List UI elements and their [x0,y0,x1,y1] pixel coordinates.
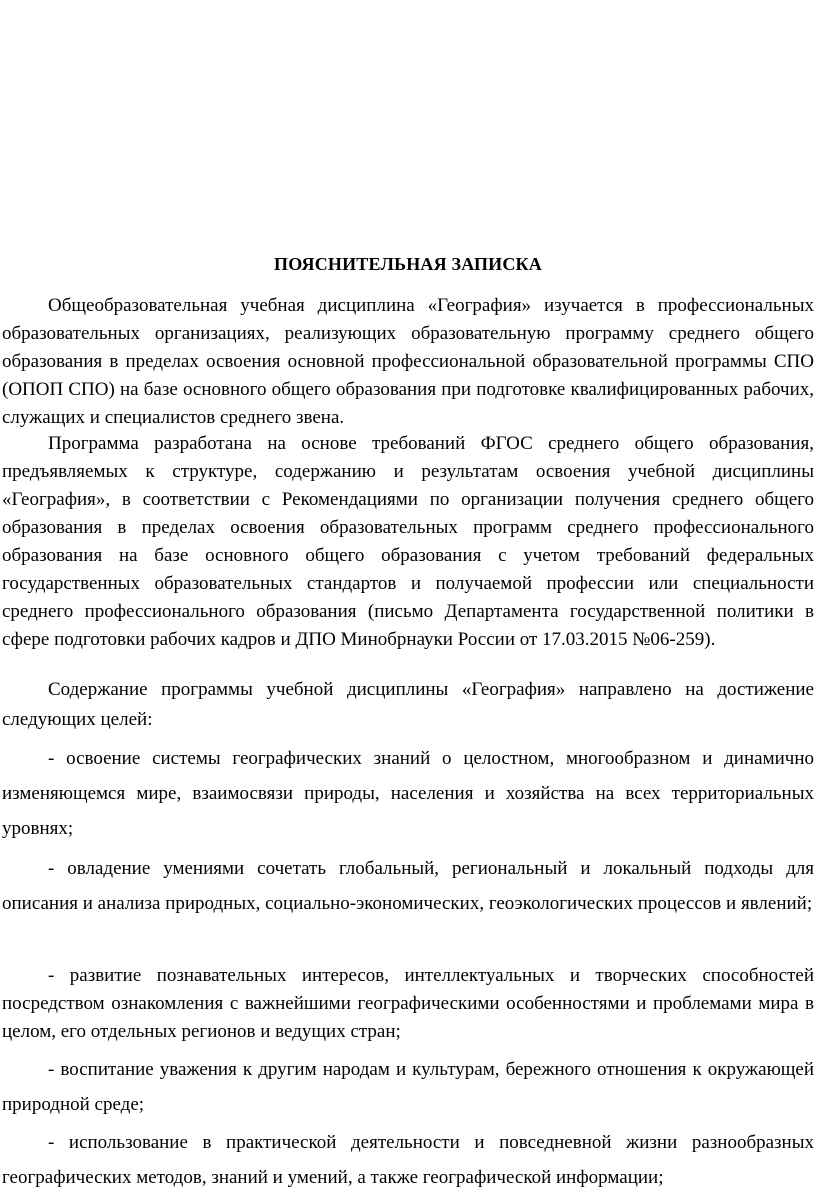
paragraph-goals-intro: Содержание программы учебной дисциплины «География» направлено на достижение следующих целей: [2,679,814,730]
goal-item-interests: - развитие познавательных интересов, интеллектуальных и творческих способностей посредством ознакомления с важнейшими географическими особенностями и проблемами мира в целом, его отдельных регионов и ведущих стран; [2,965,814,1042]
goal-item-practice: - использование в практической деятельности и повседневной жизни разнообразных географических методов, знаний и умений, а также географической информации; [2,1132,814,1188]
goal-item-respect: - воспитание уважения к другим народам и культурам, бережного отношения к окружающей природной среде; [2,1059,814,1115]
paragraph-program-basis: Программа разработана на основе требований ФГОС среднего общего образования, предъявляемых к структуре, содержанию и результатам освоения учебной дисциплины «География», в соответствии с Рекомендациями по организации получения среднего общего образования в пределах освоения образовательных программ среднего профессионального образования на базе основного общего образования с учетом требований федеральных государственных образовательных стандартов и получаемой профессии или специальности среднего профессионального образования (письмо Департамента государственной политики в сфере подготовки рабочих кадров и ДПО Минобрнауки России от 17.03.2015 №06-259). [2,433,814,650]
goal-item-skills: - овладение умениями сочетать глобальный, региональный и локальный подходы для описания и анализа природных, социально-экономических, геоэкологических процессов и явлений; [2,858,814,914]
document-title: ПОЯСНИТЕЛЬНАЯ ЗАПИСКА [274,254,542,274]
goal-item-knowledge: - освоение системы географических знаний о целостном, многообразном и динамично изменяющемся мире, взаимосвязи природы, населения и хозяйства на всех территориальных уровнях; [2,748,814,839]
paragraph-intro: Общеобразовательная учебная дисциплина «География» изучается в профессиональных образовательных организациях, реализующих образовательную программу среднего общего образования в пределах освоения основной профессиональной образовательной программы СПО (ОПОП СПО) на базе основного общего образования при подготовке квалифицированных рабочих, служащих и специалистов среднего звена. [2,295,814,428]
